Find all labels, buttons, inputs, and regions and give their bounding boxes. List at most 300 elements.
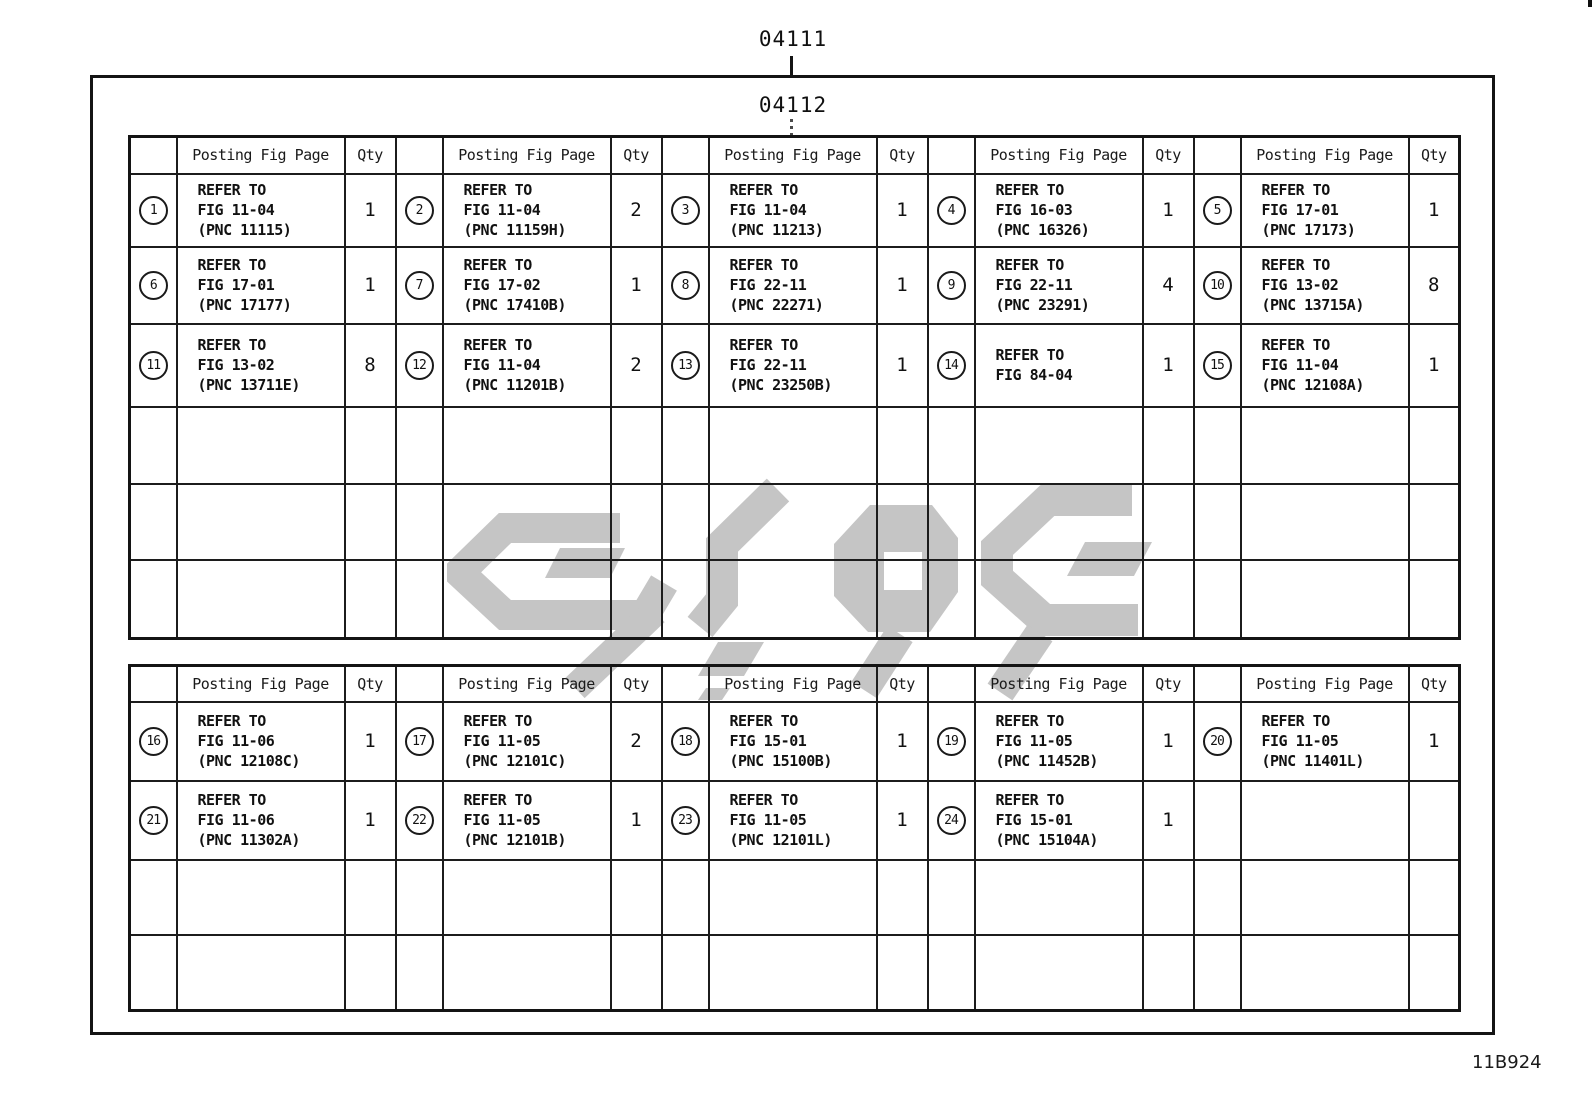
table-row [130, 781, 1460, 860]
fig-reference-line: FIG 17-02 [463, 276, 541, 294]
empty-table-row [130, 935, 1460, 1011]
fig-reference-cell [709, 174, 877, 247]
fig-reference-text [444, 790, 610, 850]
fig-reference-line: REFER TO [197, 336, 266, 354]
fig-page-header: Posting Fig Page [443, 137, 611, 174]
empty-cell [345, 560, 396, 639]
item-number-cell [662, 174, 709, 247]
fig-reference-cell [177, 781, 345, 860]
qty-header: Qty [345, 137, 396, 174]
reference-table-upper [128, 135, 1461, 640]
fig-reference-line: REFER TO [1261, 181, 1330, 199]
fig-reference-line: FIG 11-04 [197, 201, 275, 219]
item-number-cell [928, 174, 975, 247]
qty-cell: 1 [877, 702, 928, 781]
empty-cell [709, 560, 877, 639]
item-number-badge: 6 [139, 271, 168, 300]
fig-reference-line: (PNC 11302A) [197, 831, 300, 849]
fig-reference-line: (PNC 15100B) [729, 752, 832, 770]
fig-reference-cell [975, 702, 1143, 781]
fig-reference-line: FIG 11-05 [729, 811, 807, 829]
fig-reference-text [444, 180, 610, 240]
fig-reference-line: FIG 13-02 [1261, 276, 1339, 294]
fig-reference-line: (PNC 22271) [729, 296, 824, 314]
fig-reference-line: REFER TO [995, 181, 1064, 199]
empty-cell [928, 407, 975, 484]
empty-cell [975, 860, 1143, 935]
fig-reference-line: REFER TO [197, 256, 266, 274]
fig-reference-line: FIG 11-04 [463, 356, 541, 374]
fig-reference-text [444, 255, 610, 315]
item-number-badge: 19 [937, 727, 966, 756]
item-number-cell [396, 247, 443, 324]
fig-reference-cell [177, 702, 345, 781]
empty-cell [611, 407, 662, 484]
empty-cell [130, 484, 177, 560]
item-number-badge: 9 [937, 271, 966, 300]
qty-cell: 1 [877, 781, 928, 860]
qty-cell: 1 [345, 702, 396, 781]
item-number-cell [662, 247, 709, 324]
callout-line-04112 [790, 119, 793, 136]
header-spacer-cell [1194, 137, 1241, 174]
fig-reference-text [710, 180, 876, 240]
qty-cell: 1 [611, 247, 662, 324]
fig-reference-cell [443, 702, 611, 781]
fig-reference-cell [1241, 174, 1409, 247]
empty-cell [709, 484, 877, 560]
empty-cell [443, 484, 611, 560]
fig-reference-text [1242, 711, 1408, 771]
item-number-cell [662, 324, 709, 407]
empty-cell [443, 407, 611, 484]
table-row [130, 174, 1460, 247]
item-number-cell [1194, 247, 1241, 324]
qty-header: Qty [611, 666, 662, 702]
fig-reference-line: (PNC 12108C) [197, 752, 300, 770]
empty-cell [130, 860, 177, 935]
qty-header: Qty [345, 666, 396, 702]
qty-cell: 1 [1143, 174, 1194, 247]
empty-cell [877, 407, 928, 484]
fig-reference-line: (PNC 15104A) [995, 831, 1098, 849]
fig-reference-line: FIG 11-05 [1261, 732, 1339, 750]
item-number-badge: 16 [139, 727, 168, 756]
item-number-badge: 2 [405, 196, 434, 225]
item-number-cell [130, 324, 177, 407]
qty-cell: 2 [611, 174, 662, 247]
fig-reference-line: REFER TO [995, 712, 1064, 730]
empty-cell [611, 484, 662, 560]
empty-cell [877, 935, 928, 1011]
empty-cell [177, 860, 345, 935]
reference-table-lower [128, 664, 1461, 1012]
fig-reference-cell [443, 174, 611, 247]
item-number-cell [928, 324, 975, 407]
fig-reference-text [178, 335, 344, 395]
empty-cell [611, 560, 662, 639]
empty-cell [1143, 935, 1194, 1011]
item-number-badge: 12 [405, 351, 434, 380]
empty-cell [662, 860, 709, 935]
empty-cell [1241, 935, 1409, 1011]
item-number-badge: 20 [1203, 727, 1232, 756]
item-number-badge: 13 [671, 351, 700, 380]
fig-reference-line: REFER TO [1261, 712, 1330, 730]
fig-reference-cell [1241, 324, 1409, 407]
empty-cell [130, 935, 177, 1011]
fig-reference-cell [709, 702, 877, 781]
empty-cell [443, 935, 611, 1011]
fig-reference-line: FIG 15-01 [729, 732, 807, 750]
empty-cell [928, 484, 975, 560]
fig-reference-line: REFER TO [197, 181, 266, 199]
fig-reference-line: REFER TO [995, 791, 1064, 809]
qty-header: Qty [1143, 666, 1194, 702]
fig-reference-cell [709, 324, 877, 407]
callout-line-04111 [790, 56, 793, 75]
empty-cell [709, 935, 877, 1011]
item-number-cell [662, 702, 709, 781]
empty-cell [396, 407, 443, 484]
fig-reference-line: FIG 22-11 [729, 356, 807, 374]
fig-reference-line: REFER TO [729, 791, 798, 809]
item-number-badge: 5 [1203, 196, 1232, 225]
fig-reference-cell [1241, 702, 1409, 781]
page-code: 11B924 [1472, 1052, 1542, 1073]
empty-cell [345, 860, 396, 935]
empty-table-row [130, 560, 1460, 639]
item-number-cell [130, 781, 177, 860]
empty-cell [1241, 484, 1409, 560]
fig-reference-cell [1241, 247, 1409, 324]
fig-reference-line: (PNC 12101C) [463, 752, 566, 770]
empty-cell [345, 935, 396, 1011]
item-number-cell [1194, 324, 1241, 407]
item-number-badge: 11 [139, 351, 168, 380]
fig-reference-line: (PNC 23250B) [729, 376, 832, 394]
item-number-badge: 4 [937, 196, 966, 225]
empty-cell [928, 935, 975, 1011]
item-number-badge: 15 [1203, 351, 1232, 380]
fig-reference-line: REFER TO [729, 256, 798, 274]
qty-cell [1409, 781, 1460, 860]
fig-reference-cell [709, 247, 877, 324]
item-number-badge: 10 [1203, 271, 1232, 300]
empty-cell [130, 407, 177, 484]
fig-reference-text [444, 711, 610, 771]
qty-cell: 8 [345, 324, 396, 407]
item-number-cell [662, 781, 709, 860]
fig-reference-line: FIG 15-01 [995, 811, 1073, 829]
empty-cell [177, 935, 345, 1011]
fig-reference-text [976, 180, 1142, 240]
fig-reference-cell [177, 247, 345, 324]
fig-page-header: Posting Fig Page [177, 666, 345, 702]
empty-cell [709, 860, 877, 935]
item-number-cell [396, 174, 443, 247]
fig-reference-line: (PNC 11401L) [1261, 752, 1364, 770]
fig-reference-line: (PNC 11159H) [463, 221, 566, 239]
fig-reference-line: FIG 13-02 [197, 356, 275, 374]
empty-cell [1409, 860, 1460, 935]
fig-reference-line: (PNC 11213) [729, 221, 824, 239]
item-number-cell [1194, 781, 1241, 860]
fig-reference-line: (PNC 17177) [197, 296, 292, 314]
empty-cell [975, 935, 1143, 1011]
fig-reference-cell [177, 174, 345, 247]
item-number-cell [396, 702, 443, 781]
empty-cell [1194, 935, 1241, 1011]
fig-page-header: Posting Fig Page [177, 137, 345, 174]
empty-cell [130, 560, 177, 639]
item-number-badge: 3 [671, 196, 700, 225]
fig-reference-line: FIG 84-04 [995, 366, 1073, 384]
header-spacer-cell [1194, 666, 1241, 702]
fig-reference-text [1242, 255, 1408, 315]
item-number-badge: 14 [937, 351, 966, 380]
qty-cell: 1 [1143, 702, 1194, 781]
item-number-cell [130, 702, 177, 781]
fig-reference-line: FIG 17-01 [197, 276, 275, 294]
fig-page-header: Posting Fig Page [975, 137, 1143, 174]
fig-reference-line: (PNC 17173) [1261, 221, 1356, 239]
fig-page-header: Posting Fig Page [709, 137, 877, 174]
item-number-badge: 7 [405, 271, 434, 300]
fig-reference-line: REFER TO [1261, 256, 1330, 274]
fig-reference-text [1242, 335, 1408, 395]
empty-cell [877, 560, 928, 639]
item-number-badge: 8 [671, 271, 700, 300]
empty-cell [611, 935, 662, 1011]
fig-page-header: Posting Fig Page [1241, 666, 1409, 702]
fig-reference-line: REFER TO [729, 336, 798, 354]
fig-reference-text [178, 711, 344, 771]
qty-header: Qty [1409, 666, 1460, 702]
header-spacer-cell [662, 137, 709, 174]
empty-cell [1143, 860, 1194, 935]
fig-reference-text [178, 790, 344, 850]
scan-artifact-mark [1588, 0, 1592, 7]
empty-cell [345, 407, 396, 484]
qty-header: Qty [611, 137, 662, 174]
fig-reference-line: REFER TO [463, 791, 532, 809]
fig-page-header: Posting Fig Page [975, 666, 1143, 702]
empty-cell [396, 560, 443, 639]
fig-reference-cell [443, 781, 611, 860]
table-header-row [130, 666, 1460, 702]
fig-page-header: Posting Fig Page [1241, 137, 1409, 174]
fig-reference-line: FIG 11-06 [197, 811, 275, 829]
fig-reference-line: REFER TO [729, 181, 798, 199]
fig-reference-cell [975, 324, 1143, 407]
qty-cell: 1 [1409, 174, 1460, 247]
item-number-cell [928, 702, 975, 781]
fig-reference-line: FIG 11-04 [1261, 356, 1339, 374]
empty-table-row [130, 484, 1460, 560]
fig-reference-line: REFER TO [463, 712, 532, 730]
fig-reference-line: REFER TO [1261, 336, 1330, 354]
empty-cell [345, 484, 396, 560]
empty-cell [611, 860, 662, 935]
qty-cell: 1 [345, 174, 396, 247]
empty-cell [396, 935, 443, 1011]
fig-reference-text [444, 335, 610, 395]
item-number-badge: 17 [405, 727, 434, 756]
reference-table [128, 664, 1461, 1012]
qty-header: Qty [877, 666, 928, 702]
item-number-badge: 22 [405, 806, 434, 835]
fig-reference-line: (PNC 12101B) [463, 831, 566, 849]
fig-reference-line: REFER TO [197, 791, 266, 809]
empty-cell [662, 560, 709, 639]
table-header-row [130, 137, 1460, 174]
fig-reference-line: (PNC 11452B) [995, 752, 1098, 770]
fig-reference-line: REFER TO [463, 181, 532, 199]
qty-cell: 2 [611, 702, 662, 781]
fig-reference-line: FIG 22-11 [995, 276, 1073, 294]
qty-cell: 1 [1143, 324, 1194, 407]
item-number-badge: 1 [139, 196, 168, 225]
fig-reference-text [178, 180, 344, 240]
table-row [130, 702, 1460, 781]
empty-cell [1143, 560, 1194, 639]
fig-reference-line: (PNC 11115) [197, 221, 292, 239]
qty-cell: 2 [611, 324, 662, 407]
empty-cell [1194, 860, 1241, 935]
empty-cell [662, 935, 709, 1011]
empty-cell [396, 860, 443, 935]
empty-cell [1241, 860, 1409, 935]
fig-reference-line: (PNC 12101L) [729, 831, 832, 849]
fig-reference-line: REFER TO [463, 256, 532, 274]
fig-reference-cell [975, 781, 1143, 860]
qty-header: Qty [877, 137, 928, 174]
header-spacer-cell [130, 666, 177, 702]
empty-table-row [130, 407, 1460, 484]
item-number-cell [396, 324, 443, 407]
empty-cell [975, 484, 1143, 560]
empty-cell [1143, 484, 1194, 560]
empty-cell [709, 407, 877, 484]
fig-reference-cell [1241, 781, 1409, 860]
item-number-cell [1194, 702, 1241, 781]
qty-cell: 1 [611, 781, 662, 860]
qty-cell: 1 [877, 247, 928, 324]
qty-cell: 1 [1409, 702, 1460, 781]
fig-reference-cell [975, 174, 1143, 247]
qty-cell: 1 [1409, 324, 1460, 407]
item-number-badge: 24 [937, 806, 966, 835]
empty-cell [1143, 407, 1194, 484]
empty-cell [396, 484, 443, 560]
fig-reference-cell [443, 324, 611, 407]
empty-cell [877, 484, 928, 560]
item-number-cell [928, 247, 975, 324]
qty-cell: 1 [877, 324, 928, 407]
fig-reference-text [710, 790, 876, 850]
table-row [130, 324, 1460, 407]
fig-page-header: Posting Fig Page [443, 666, 611, 702]
header-spacer-cell [662, 666, 709, 702]
empty-cell [975, 407, 1143, 484]
fig-reference-cell [443, 247, 611, 324]
fig-reference-text [178, 255, 344, 315]
empty-cell [177, 484, 345, 560]
fig-reference-line: FIG 11-05 [995, 732, 1073, 750]
empty-cell [1409, 935, 1460, 1011]
empty-cell [1194, 407, 1241, 484]
fig-reference-line: FIG 22-11 [729, 276, 807, 294]
reference-table [128, 135, 1461, 640]
fig-reference-text [710, 335, 876, 395]
fig-reference-line: FIG 11-05 [463, 732, 541, 750]
fig-reference-line: FIG 11-06 [197, 732, 275, 750]
empty-cell [1194, 560, 1241, 639]
empty-cell [1194, 484, 1241, 560]
fig-reference-line: REFER TO [463, 336, 532, 354]
part-number-callout-04112: 04112 [758, 93, 828, 117]
empty-cell [1409, 407, 1460, 484]
fig-reference-line: (PNC 16326) [995, 221, 1090, 239]
empty-cell [443, 860, 611, 935]
item-number-cell [130, 247, 177, 324]
fig-reference-line: (PNC 11201B) [463, 376, 566, 394]
fig-reference-line: FIG 16-03 [995, 201, 1073, 219]
header-spacer-cell [396, 666, 443, 702]
qty-header: Qty [1409, 137, 1460, 174]
fig-reference-line: REFER TO [197, 712, 266, 730]
fig-reference-line: FIG 11-04 [463, 201, 541, 219]
fig-reference-text [710, 255, 876, 315]
empty-cell [443, 560, 611, 639]
item-number-cell [1194, 174, 1241, 247]
table-row [130, 247, 1460, 324]
empty-cell [1241, 407, 1409, 484]
item-number-cell [130, 174, 177, 247]
fig-reference-cell [709, 781, 877, 860]
fig-reference-cell [975, 247, 1143, 324]
fig-reference-line: REFER TO [995, 256, 1064, 274]
header-spacer-cell [928, 666, 975, 702]
fig-reference-line: (PNC 13711E) [197, 376, 300, 394]
empty-cell [928, 860, 975, 935]
empty-cell [1409, 484, 1460, 560]
qty-cell: 1 [345, 247, 396, 324]
header-spacer-cell [928, 137, 975, 174]
fig-reference-line: (PNC 12108A) [1261, 376, 1364, 394]
empty-cell [877, 860, 928, 935]
fig-reference-cell [177, 324, 345, 407]
item-number-cell [928, 781, 975, 860]
item-number-cell [396, 781, 443, 860]
fig-reference-text [710, 711, 876, 771]
qty-header: Qty [1143, 137, 1194, 174]
qty-cell: 4 [1143, 247, 1194, 324]
qty-cell: 1 [1143, 781, 1194, 860]
item-number-badge: 21 [139, 806, 168, 835]
item-number-badge: 23 [671, 806, 700, 835]
fig-page-header: Posting Fig Page [709, 666, 877, 702]
empty-cell [975, 560, 1143, 639]
fig-reference-text [976, 345, 1142, 385]
empty-cell [1409, 560, 1460, 639]
fig-reference-text [976, 711, 1142, 771]
empty-cell [177, 407, 345, 484]
fig-reference-line: FIG 11-04 [729, 201, 807, 219]
fig-reference-text [1242, 180, 1408, 240]
empty-cell [177, 560, 345, 639]
